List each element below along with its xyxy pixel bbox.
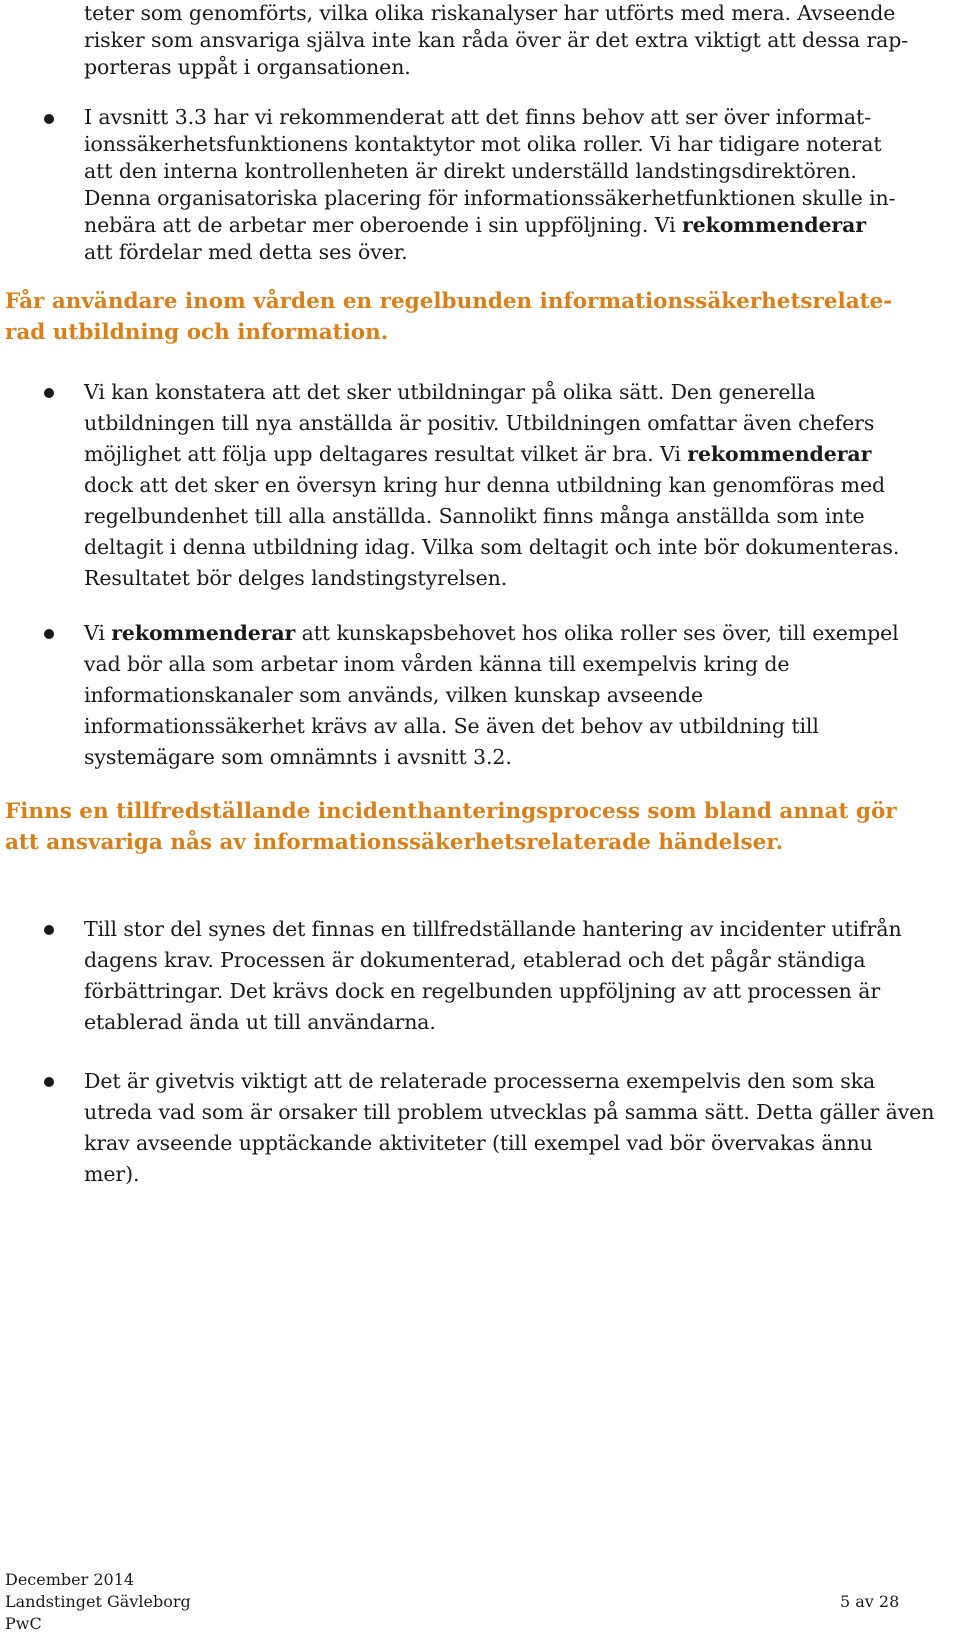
bullet-icon [44,1077,54,1087]
text-line: etablerad ända ut till användarna. [84,1010,436,1034]
text-line: utbildningen till nya anställda är positiv. Utbildningen omfattar även chefers [84,411,875,435]
bullet-paragraph-4 [84,914,954,1038]
text-line: att den interna kontrollenheten är direkt underställd landstingsdirektören. [84,159,857,183]
text-line: risker som ansvariga själva inte kan råda över är det extra viktigt att dessa rap- [84,28,909,52]
text-line: I avsnitt 3.3 har vi rekommenderat att det finns behov att ser över informat- [84,105,872,129]
text-line: Till stor del synes det finnas en tillfredställande hantering av incidenter utifrån [84,917,902,941]
text-line [84,618,954,649]
bullet-paragraph-5 [84,1066,954,1190]
section-heading-incidents [5,796,955,858]
text-fragment: Vi [84,621,112,645]
heading-line: Finns en tillfredställande incidenthanteringsprocess som bland annat gör [5,799,897,824]
text-line: mer). [84,1162,140,1186]
text-line: deltagit i denna utbildning idag. Vilka som deltagit och inte bör dokumenteras. [84,535,900,559]
bullet-paragraph-1 [84,104,954,266]
bullet-icon [44,388,54,398]
keyword-recommend: rekommenderar [111,621,296,645]
text-line: Vi kan konstatera att det sker utbildningar på olika sätt. Den generella [84,380,816,404]
footer-organization: Landstinget Gävleborg [5,1592,191,1611]
text-line: dagens krav. Processen är dokumenterad, etablerad och det pågår ständiga [84,948,866,972]
text-line: krav avseende upptäckande aktiviteter (till exempel vad bör övervakas ännu [84,1131,873,1155]
heading-line: rad utbildning och information. [5,320,389,345]
bullet-icon [44,925,54,935]
page-number: 5 av 28 [840,1592,900,1611]
text-fragment: att kunskapsbehovet hos olika roller ses över, till exempel [295,621,899,645]
bullet-icon [44,114,54,124]
text-line: Resultatet bör delges landstingstyrelsen. [84,566,508,590]
heading-line: att ansvariga nås av informationssäkerhetsrelaterade händelser. [5,830,784,855]
section-heading-training [5,286,955,348]
keyword-recommend: rekommenderar [681,213,866,237]
text-line [84,212,954,239]
text-line: Denna organisatoriska placering för informationssäkerhetfunktionen skulle in- [84,186,896,210]
keyword-recommend: rekommenderar [687,442,872,466]
text-line: informationssäkerhet krävs av alla. Se även det behov av utbildning till [84,714,819,738]
text-line: informationskanaler som används, vilken kunskap avseende [84,683,704,707]
intro-paragraph [84,0,954,81]
text-line: ionssäkerhetsfunktionens kontaktytor mot olika roller. Vi har tidigare noterat [84,132,882,156]
text-line: porteras uppåt i organsationen. [84,55,411,79]
text-fragment: möjlighet att följa upp deltagares resultat vilket är bra. Vi [84,442,688,466]
text-line: förbättringar. Det krävs dock en regelbunden uppföljning av att processen är [84,979,881,1003]
text-line: utreda vad som är orsaker till problem utvecklas på samma sätt. Detta gäller även [84,1100,935,1124]
page-footer [5,1569,191,1635]
text-line: regelbundenhet till alla anställda. Sannolikt finns många anställda som inte [84,504,865,528]
bullet-icon [44,629,54,639]
footer-date: December 2014 [5,1570,135,1589]
text-line: systemägare som omnämnts i avsnitt 3.2. [84,745,512,769]
text-line [84,439,954,470]
text-line: vad bör alla som arbetar inom vården känna till exempelvis kring de [84,652,790,676]
bullet-paragraph-3 [84,618,954,773]
text-line: Det är givetvis viktigt att de relaterade processerna exempelvis den som ska [84,1069,876,1093]
heading-line: Får användare inom vården en regelbunden informationssäkerhetsrelate- [5,289,893,314]
text-fragment: nebära att de arbetar mer oberoende i sin uppföljning. Vi [84,213,682,237]
bullet-paragraph-2 [84,377,954,594]
text-line: att fördelar med detta ses över. [84,240,408,264]
text-line: dock att det sker en översyn kring hur denna utbildning kan genomföras med [84,473,886,497]
footer-firm: PwC [5,1614,42,1633]
text-line: teter som genomförts, vilka olika riskanalyser har utförts med mera. Avseende [84,1,896,25]
